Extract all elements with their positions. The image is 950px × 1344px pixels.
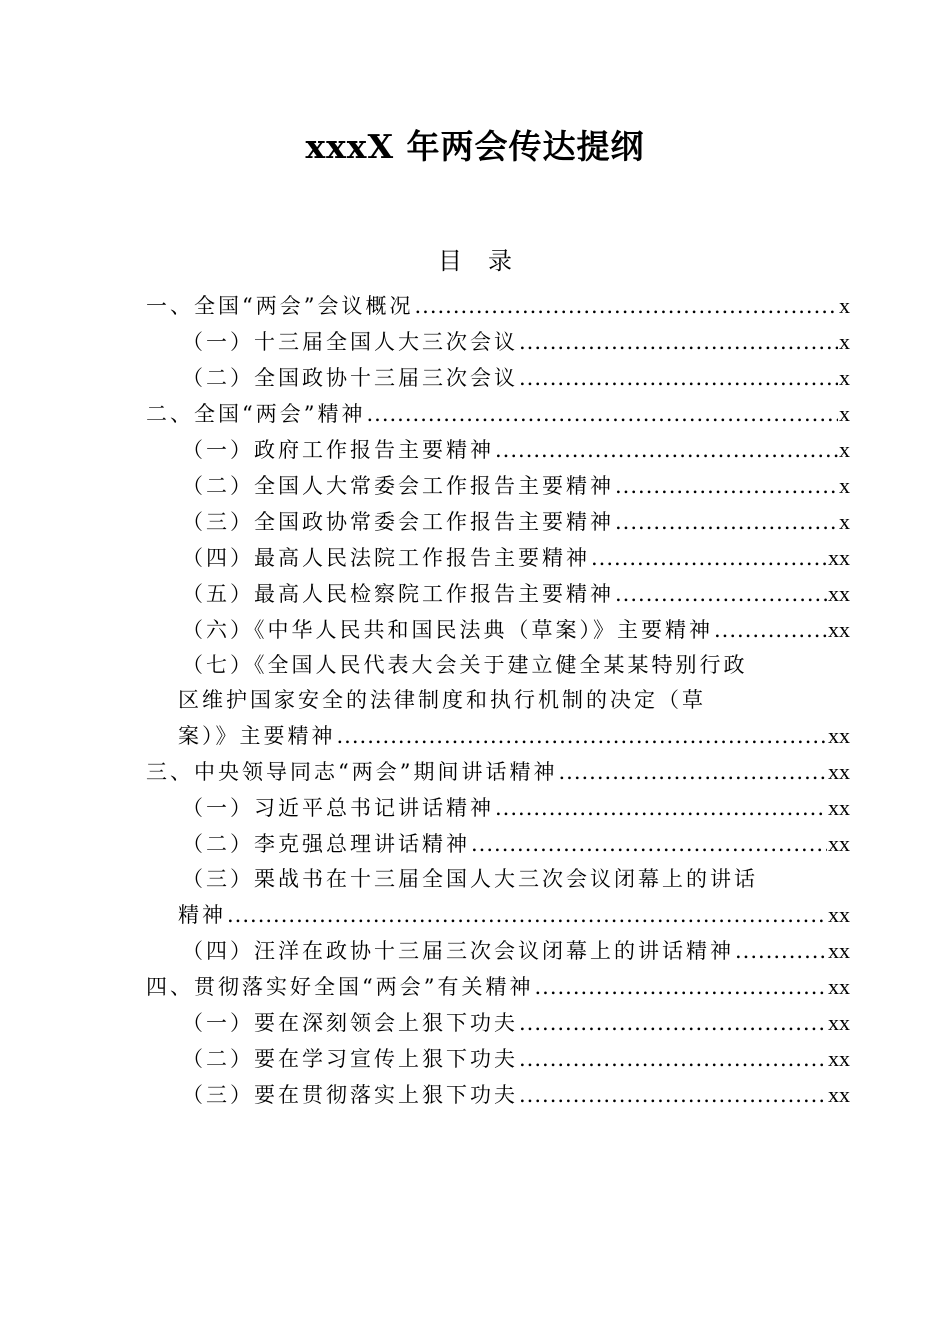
toc-entry[interactable] bbox=[146, 1077, 850, 1113]
toc-entry-text: （三）栗战书在十三届全国人大三次会议闭幕上的讲话 bbox=[182, 867, 758, 891]
toc-leader-dots bbox=[337, 719, 828, 754]
toc-entry[interactable] bbox=[146, 790, 850, 826]
toc-leader-dots bbox=[519, 325, 838, 360]
toc-page-number: xx bbox=[828, 1010, 850, 1035]
toc-page-number: x bbox=[839, 473, 850, 498]
toc-entry-text: （七）《全国人民代表大会关于建立健全某某特别行政 bbox=[182, 653, 748, 677]
toc-entry[interactable] bbox=[146, 862, 850, 933]
toc-entry[interactable] bbox=[146, 648, 850, 754]
toc-leader-dots bbox=[519, 1078, 827, 1113]
toc-entry-text: （四）汪洋在政协十三届三次会议闭幕上的讲话精神 bbox=[182, 939, 734, 963]
toc-entry-text: （二）李克强总理讲话精神 bbox=[182, 832, 470, 856]
toc-page-number: x bbox=[839, 365, 850, 390]
toc-entry[interactable] bbox=[146, 826, 850, 862]
toc-heading: 目录 bbox=[438, 247, 538, 275]
toc-entry-text: （二）全国政协十三届三次会议 bbox=[182, 366, 518, 390]
toc-entry[interactable] bbox=[146, 504, 850, 540]
toc-entry-text: （二）全国人大常委会工作报告主要精神 bbox=[182, 474, 614, 498]
toc-page-number: x bbox=[839, 437, 850, 462]
toc-page-number: xx bbox=[828, 1082, 850, 1107]
toc-entry-text: （五）最高人民检察院工作报告主要精神 bbox=[182, 582, 614, 606]
toc-entry[interactable] bbox=[146, 468, 850, 504]
toc-page-number: xx bbox=[828, 938, 850, 963]
toc-entry-text: （三）要在贯彻落实上狠下功夫 bbox=[182, 1083, 518, 1107]
toc-page-number: xx bbox=[828, 902, 850, 927]
toc-entry-text: 精神 bbox=[178, 903, 226, 927]
toc-leader-dots bbox=[366, 397, 838, 432]
toc-leader-dots bbox=[591, 541, 827, 576]
toc-leader-dots bbox=[495, 791, 827, 826]
toc-page-number: x bbox=[839, 401, 850, 426]
toc-entry-text: 一、全国“两会”会议概况 bbox=[146, 294, 414, 318]
toc-entry-text: 三、中央领导同志“两会”期间讲话精神 bbox=[146, 760, 558, 784]
toc-page-number: xx bbox=[828, 831, 850, 856]
toc-entry[interactable] bbox=[146, 324, 850, 360]
toc-leader-dots bbox=[519, 1006, 827, 1041]
toc-leader-dots bbox=[471, 827, 827, 862]
toc-entry-text: （一）要在深刻领会上狠下功夫 bbox=[182, 1011, 518, 1035]
toc-entry-text: （一）十三届全国人大三次会议 bbox=[182, 330, 518, 354]
toc-entry[interactable] bbox=[146, 754, 850, 790]
toc-entry[interactable] bbox=[146, 933, 850, 969]
document-title: xxxX 年两会传达提纲 bbox=[305, 127, 645, 166]
toc-entry[interactable] bbox=[146, 1041, 850, 1077]
toc-entry[interactable] bbox=[146, 1005, 850, 1041]
toc-entry-text: 区维护国家安全的法律制度和执行机制的决定（草 bbox=[178, 688, 706, 712]
toc-leader-dots bbox=[519, 1042, 827, 1077]
toc-entry[interactable] bbox=[146, 540, 850, 576]
toc-page-number: xx bbox=[828, 581, 850, 606]
toc-entry[interactable] bbox=[146, 969, 850, 1005]
toc-entry-text: 四、贯彻落实好全国“两会”有关精神 bbox=[146, 975, 534, 999]
toc-entry[interactable] bbox=[146, 288, 850, 324]
toc-leader-dots bbox=[558, 755, 827, 790]
toc-entry[interactable] bbox=[146, 432, 850, 468]
toc-page-number: xx bbox=[828, 795, 850, 820]
toc-page-number: xx bbox=[828, 617, 850, 642]
toc-leader-dots bbox=[615, 577, 827, 612]
toc-page-number: x bbox=[839, 509, 850, 534]
toc-page-number: xx bbox=[828, 759, 850, 784]
toc-entry[interactable] bbox=[146, 576, 850, 612]
toc-entry-text: （四）最高人民法院工作报告主要精神 bbox=[182, 546, 590, 570]
toc-page-number: xx bbox=[828, 1046, 850, 1071]
toc-leader-dots bbox=[519, 361, 838, 396]
toc-entry-text: （六）《中华人民共和国民法典（草案）》主要精神 bbox=[182, 618, 713, 642]
toc-leader-dots bbox=[227, 898, 827, 933]
toc-entry[interactable] bbox=[146, 360, 850, 396]
toc-entry-text: 二、全国“两会”精神 bbox=[146, 402, 366, 426]
toc-page-number: xx bbox=[828, 974, 850, 999]
toc-leader-dots bbox=[414, 289, 838, 324]
table-of-contents bbox=[146, 288, 850, 1113]
toc-page-number: x bbox=[839, 329, 850, 354]
toc-entry-text: （一）习近平总书记讲话精神 bbox=[182, 796, 494, 820]
toc-entry-text: （二）要在学习宣传上狠下功夫 bbox=[182, 1047, 518, 1071]
toc-leader-dots bbox=[495, 433, 838, 468]
toc-entry-text: （一）政府工作报告主要精神 bbox=[182, 438, 494, 462]
toc-leader-dots bbox=[615, 469, 838, 504]
toc-entry-text: 案）》主要精神 bbox=[178, 724, 336, 748]
toc-page-number: xx bbox=[828, 723, 850, 748]
toc-leader-dots bbox=[615, 505, 838, 540]
toc-leader-dots bbox=[735, 934, 827, 969]
toc-leader-dots bbox=[714, 613, 827, 648]
toc-entry[interactable] bbox=[146, 396, 850, 432]
toc-page-number: xx bbox=[828, 545, 850, 570]
toc-entry[interactable] bbox=[146, 612, 850, 648]
toc-page-number: x bbox=[839, 293, 850, 318]
toc-leader-dots bbox=[534, 970, 827, 1005]
toc-entry-text: （三）全国政协常委会工作报告主要精神 bbox=[182, 510, 614, 534]
